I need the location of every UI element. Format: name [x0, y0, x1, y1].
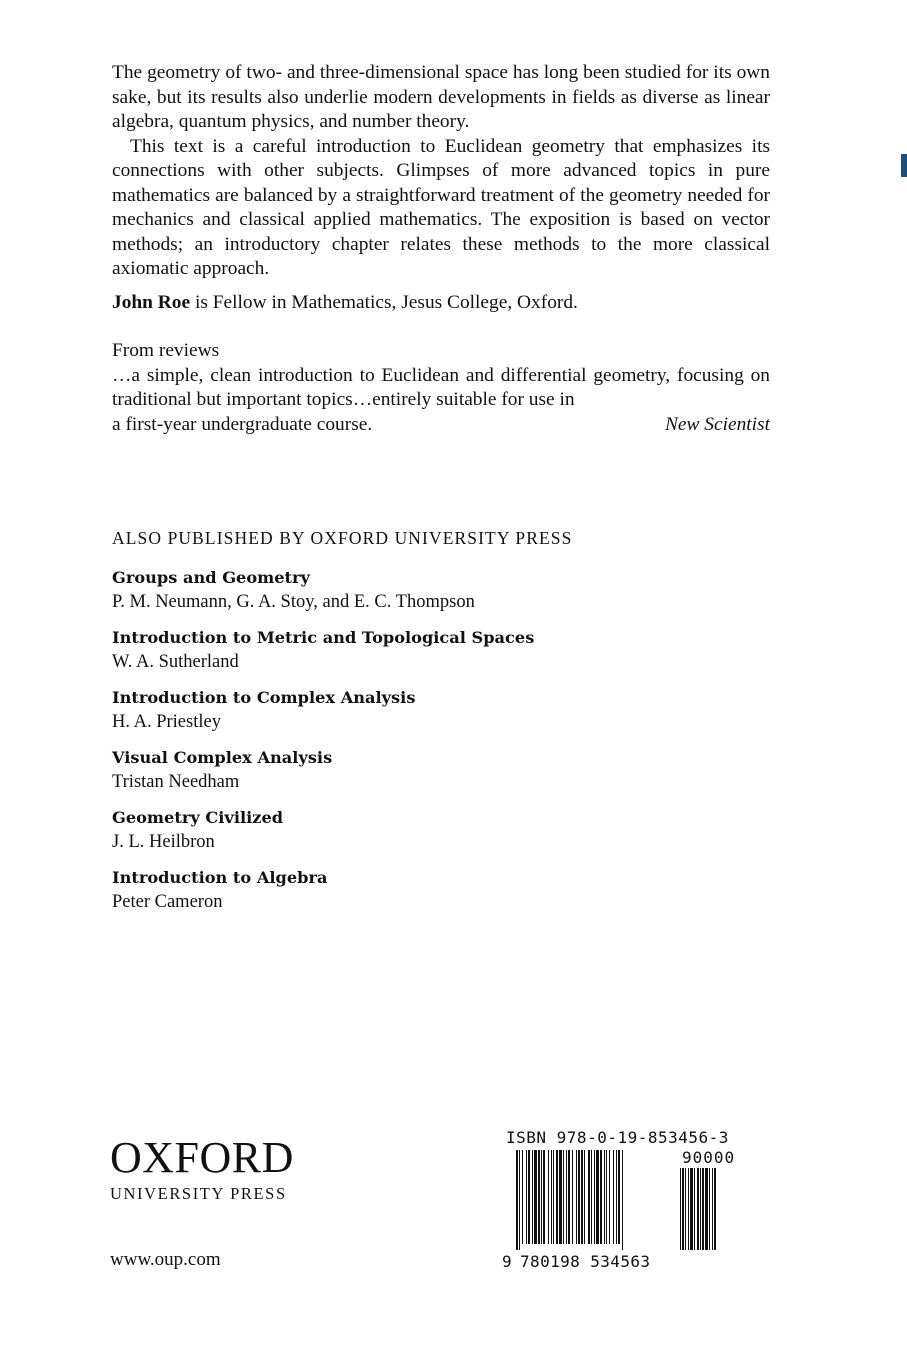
book-authors: J. L. Heilbron: [112, 832, 215, 852]
author-name: John Roe: [112, 291, 191, 313]
review-source: New Scientist: [664, 413, 770, 435]
edge-color-mark: [901, 154, 907, 177]
book-title: Geometry Civilized: [112, 808, 284, 827]
barcode-bar: [568, 1150, 570, 1244]
barcode-bar: [606, 1150, 607, 1244]
barcode-addon-bar: [685, 1168, 686, 1250]
barcode-bar: [622, 1150, 623, 1250]
barcode-bar: [516, 1150, 518, 1250]
barcode-bar: [581, 1150, 583, 1244]
barcode-bar: [526, 1150, 527, 1244]
barcode-bar: [566, 1150, 567, 1244]
barcode-bar: [588, 1150, 590, 1244]
barcode-bar: [559, 1150, 562, 1244]
book-entry: [112, 745, 792, 794]
book-authors: W. A. Sutherland: [112, 652, 239, 672]
book-title: Groups and Geometry: [112, 568, 310, 587]
website-url: www.oup.com: [110, 1249, 221, 1270]
review-quote-end: a first-year undergraduate course.: [112, 413, 373, 435]
reviews-heading: From reviews: [112, 340, 220, 361]
barcode-bar: [522, 1150, 523, 1244]
barcode-addon-bar: [694, 1168, 695, 1250]
book-entry: [112, 625, 792, 674]
barcode-main-digits: 780198 534563: [520, 1252, 651, 1271]
author-bio: [112, 291, 770, 316]
barcode-bar: [541, 1150, 542, 1244]
barcode-bar: [609, 1150, 610, 1244]
barcode-addon-bar: [682, 1168, 684, 1250]
book-title: Visual Complex Analysis: [112, 748, 333, 767]
barcode-bar: [556, 1150, 558, 1244]
barcode-addon-bar: [680, 1168, 681, 1250]
barcode-bar: [532, 1150, 533, 1244]
book-title: Introduction to Complex Analysis: [112, 688, 416, 707]
barcode-bar: [600, 1150, 602, 1244]
isbn-barcode: [500, 1128, 760, 1276]
book-authors: P. M. Neumann, G. A. Stoy, and E. C. Thompson: [112, 592, 475, 612]
barcode-bar: [618, 1150, 620, 1244]
barcode-addon-bar: [690, 1168, 693, 1250]
barcode-bar: [563, 1150, 564, 1244]
review-quote: …a simple, clean introduction to Euclidean and differential geometry, focusing on traditional but important topics…entirely suitable for use in: [112, 364, 770, 410]
blurb-paragraph-2: This text is a careful introduction to Euclidean geometry that emphasizes its connections with other subjects. Glimpses of more advanced topics in pure mathematics are balanced by a straightforward treatment of the geometry needed for mechanics and classical applied mathematics. The exposition is based on vector methods; an introductory chapter relates these methods to the more classical axiomatic approach.: [112, 135, 770, 279]
book-entry: [112, 805, 792, 854]
blurb-paragraph-1: The geometry of two- and three-dimensional space has long been studied for its own sake, but its results also underlie modern developments in fields as diverse as linear algebra, quantum physics, and number theory.: [112, 62, 770, 132]
barcode-bar: [534, 1150, 537, 1244]
barcode-bar: [594, 1150, 595, 1244]
isbn-text: ISBN 978-0-19-853456-3: [506, 1128, 729, 1147]
book-entry: [112, 685, 792, 734]
barcode-bar: [528, 1150, 530, 1244]
book-title: Introduction to Algebra: [112, 868, 328, 887]
barcode-addon-digits: 90000: [682, 1148, 736, 1167]
barcode-addon-bar: [697, 1168, 699, 1250]
book-entry: [112, 865, 792, 914]
logo-subtitle: UNIVERSITY PRESS: [110, 1184, 287, 1203]
barcode-bar: [616, 1150, 617, 1244]
barcode-bar: [551, 1150, 552, 1244]
book-authors: Peter Cameron: [112, 892, 223, 912]
barcode-first-digit: 9: [502, 1252, 512, 1271]
barcode-addon-bar: [709, 1168, 710, 1250]
barcode-bar: [538, 1150, 540, 1244]
barcode-bar: [596, 1150, 599, 1244]
barcode-bar: [576, 1150, 577, 1244]
logo-wordmark: OXFORD: [110, 1133, 294, 1182]
barcode-bar: [519, 1150, 520, 1250]
barcode-bar: [553, 1150, 554, 1244]
barcode-bar: [543, 1150, 545, 1244]
barcode-addon-bar: [702, 1168, 704, 1250]
barcode-addon-bar: [700, 1168, 701, 1250]
book-authors: Tristan Needham: [112, 772, 240, 792]
barcode-bar: [572, 1150, 573, 1244]
barcode-bar: [548, 1150, 549, 1244]
also-published-list: [112, 528, 792, 925]
book-authors: H. A. Priestley: [112, 712, 221, 732]
barcode-bar: [604, 1150, 605, 1244]
back-cover-blurb: [112, 61, 770, 437]
book-title: Introduction to Metric and Topological Spaces: [112, 628, 535, 647]
barcode-addon-bar: [688, 1168, 689, 1250]
barcode-addon-bar: [705, 1168, 708, 1250]
review-last-line: [112, 413, 770, 438]
oxford-logo: [110, 1134, 330, 1204]
book-entry: [112, 565, 792, 614]
barcode-bar: [584, 1150, 585, 1244]
barcode-addon-bar: [712, 1168, 713, 1250]
barcode-addon-bar: [714, 1168, 716, 1250]
barcode-bar: [613, 1150, 614, 1244]
barcode-bar: [591, 1150, 592, 1244]
also-published-heading: ALSO PUBLISHED BY OXFORD UNIVERSITY PRESS: [112, 528, 573, 548]
author-description: is Fellow in Mathematics, Jesus College, Oxford.: [190, 291, 578, 313]
barcode-bar: [578, 1150, 580, 1244]
